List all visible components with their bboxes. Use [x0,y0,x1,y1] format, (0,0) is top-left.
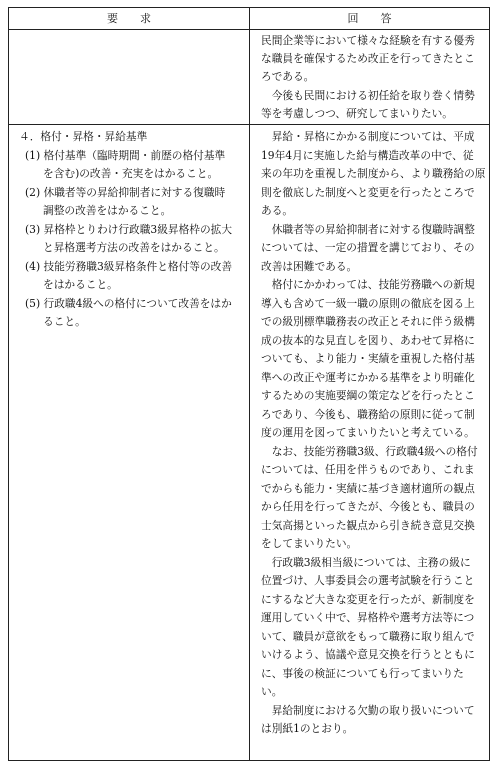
row-divider [9,124,489,125]
answer-line: 士気高揚といった観点から引き続き意見交換 [261,519,475,532]
answer-line: いて、職員が意欲をもって職務に取り組んで [261,630,475,643]
answer-line: から任用を行ってきたが、今後とも、職員の [261,500,475,513]
answer-line: でからも能力・実績に基づき適材適所の観点 [261,482,475,495]
header-answer: 回 答 [347,12,392,25]
reply-table [8,7,490,761]
request-item-line: (2) 休職者等の昇給抑制者に対する復職時 [25,186,226,199]
answer-line: 度の運用を図ってまいりたいと考えている。 [261,426,475,439]
column-divider [249,8,250,760]
answer-line: 今後も民間における初任給を取り巻く情勢 [261,89,475,102]
answer-line: での級別標準職務表の改正とそれに伴う級構 [261,315,475,328]
request-item-line: をはかること。 [43,278,118,291]
answer-line: については、任用を伴うものであり、これま [261,463,475,476]
answer-line: 昇給制度における欠勤の取り扱いについて [261,704,475,717]
answer-line: するための実施要綱の策定などを行ったとこ [261,389,475,402]
answer-line: 運用していく中で、昇格枠や選考方法等につ [261,611,475,624]
answer-line: 昇給・昇格にかかる制度については、平成 [261,130,475,143]
answer-line: な職員を確保するため改正を行ってきたとこ [261,52,475,65]
answer-line: 準への改正や運考にかかる基準をより明確化 [261,371,475,384]
request-item-line: (3) 昇格枠とりわけ行政職3級昇格枠の拡大 [25,223,233,236]
answer-line: 導入も含めて一級一職の原則の徹底を図る上 [261,297,475,310]
request-item-line: (5) 行政職4級への格付について改善をはか [25,297,232,310]
answer-line: 19年4月に実施した給与構造改革の中で、従 [261,149,474,162]
answer-line: 成の抜本的な見直しを図り、あわせて昇格に [261,334,475,347]
request-heading: ４．格付・昇格・昇給基準 [19,130,148,143]
answer-line: にするなど大きな変更を行ったが、新制度を [261,593,475,606]
request-item-line: と昇格選考方法の改善をはかること。 [43,241,225,254]
answer-line: 民間企業等において様々な経験を有する優秀 [261,34,475,47]
answer-line: ろであり、今後も、職務給の原則に従って制 [261,408,475,421]
answer-line: 格付にかかわっては、技能労務職への新規 [261,278,475,291]
answer-line: いけるよう、協議や意見交換を行うとともに [261,648,475,661]
request-item-line: を含む)の改善・充実をはかること。 [43,167,219,180]
answer-line: ろである。 [261,70,315,83]
request-item-line: 調整の改善をはかること。 [43,204,172,217]
answer-line: ある。 [261,204,294,217]
answer-line: に、事後の検証についても行ってまいりた [261,667,464,680]
answer-line: 位置づけ、人事委員会の選考試験を行うこと [261,574,475,587]
answer-line: については、一定の措置を講じており、その [261,241,475,254]
answer-line: 来の年功を重視した制度から、より職務給の原 [261,167,486,180]
request-item-line: ること。 [43,315,86,328]
answer-line: をしてまいりたい。 [261,537,358,550]
answer-line: 則を徹底した制度へと変更を行ったところで [261,186,475,199]
request-item-line: (1) 格付基準（臨時期間・前歴の格付基準 [25,149,226,162]
answer-line: ついても、より能力・実績を重視した格付基 [261,352,475,365]
answer-line: 休職者等の昇給抑制者に対する復職時調整 [261,223,475,236]
answer-line: は別紙1のとおり。 [261,722,354,735]
answer-line: なお、技能労務職3級、行政職4級への格付 [261,445,478,458]
header-request: 要 求 [107,12,151,25]
answer-line: い。 [261,685,283,698]
answer-line: 改善は困難である。 [261,260,358,273]
answer-line: 等を考慮しつつ、研究してまいりたい。 [261,107,453,120]
answer-line: 行政職3級相当級については、主務の級に [261,556,471,569]
request-item-line: (4) 技能労務職3級昇格条件と格付等の改善 [25,260,233,273]
